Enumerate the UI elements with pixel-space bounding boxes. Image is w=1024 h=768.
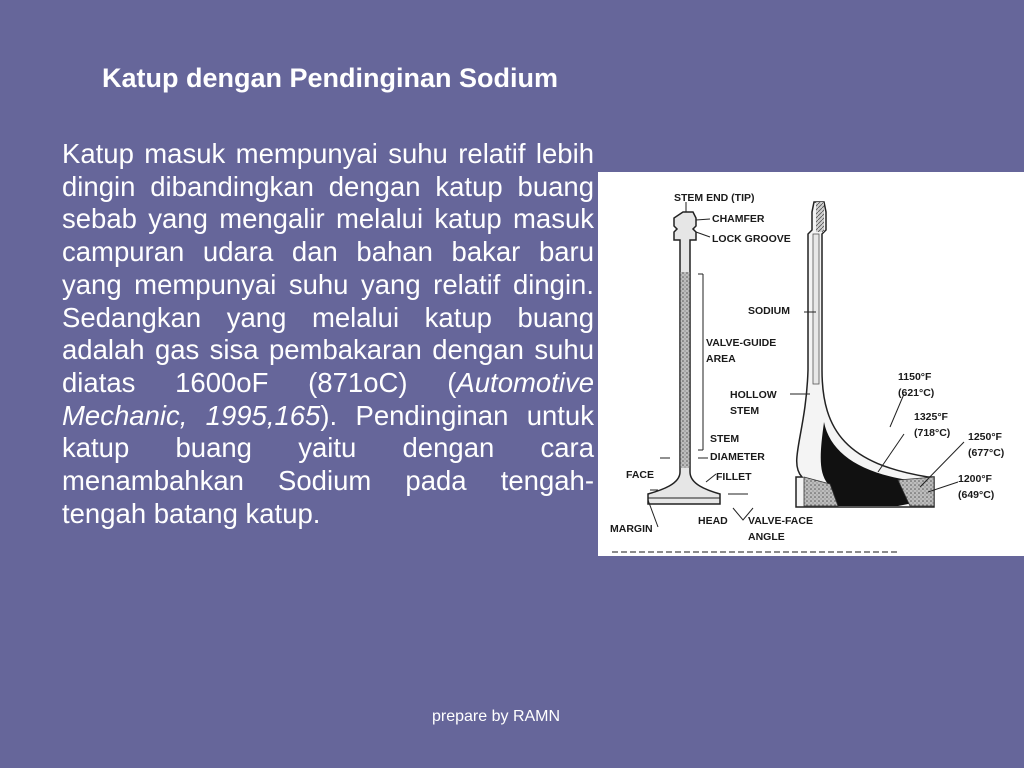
label-stem-diameter-2: DIAMETER (710, 451, 765, 463)
label-valve-guide-2: AREA (706, 353, 736, 365)
label-temp1-c: (621°C) (898, 387, 935, 399)
label-valve-face-1: VALVE-FACE (748, 515, 813, 527)
slide-body (62, 138, 594, 530)
label-temp3-c: (677°C) (968, 447, 1005, 459)
label-stem-end: STEM END (TIP) (674, 192, 755, 204)
label-fillet: FILLET (716, 471, 752, 483)
label-temp4-c: (649°C) (958, 489, 995, 501)
label-stem-diameter-1: STEM (710, 433, 740, 445)
label-margin: MARGIN (610, 523, 653, 535)
label-head: HEAD (698, 515, 728, 527)
right-valve (796, 202, 934, 507)
body-text-part1: Katup masuk mempunyai suhu relatif lebih dingin dibandingkan dengan katup buang sebab yang mengalir melalui katup masuk campuran udara dan bahan bakar baru yang mempunyai suhu yang relatif dingin. Sedangkan yang melalui katup buang adalah gas sisa pembakaran dengan suhu diatas 1600oF (871oC) ( (62, 138, 594, 398)
body-text-part2: ). Pendinginan untuk katup buang yaitu dengan cara menambahkan Sodium pada tengah-tengah batang katup. (62, 399, 594, 529)
valve-diagram-svg (598, 172, 1024, 556)
citation: Automotive Mechanic, 1995,165 (62, 366, 594, 431)
label-hollow-2: STEM (730, 405, 760, 417)
slide-title: Katup dengan Pendinginan Sodium (102, 63, 558, 93)
label-temp2-c: (718°C) (914, 427, 951, 439)
label-face: FACE (626, 469, 655, 481)
label-sodium: SODIUM (748, 305, 790, 317)
label-temp1-f: 1150°F (898, 371, 932, 383)
label-chamfer: CHAMFER (712, 213, 765, 225)
footer-credit: prepare by RAMN (432, 708, 561, 725)
label-temp2-f: 1325°F (914, 411, 948, 423)
label-valve-face-2: ANGLE (748, 531, 785, 543)
valve-diagram (598, 172, 1024, 556)
label-hollow-1: HOLLOW (730, 389, 777, 401)
label-valve-guide-1: VALVE-GUIDE (706, 337, 777, 349)
label-lock-groove: LOCK GROOVE (712, 233, 791, 245)
label-temp3-f: 1250°F (968, 431, 1002, 443)
label-temp4-f: 1200°F (958, 473, 992, 485)
